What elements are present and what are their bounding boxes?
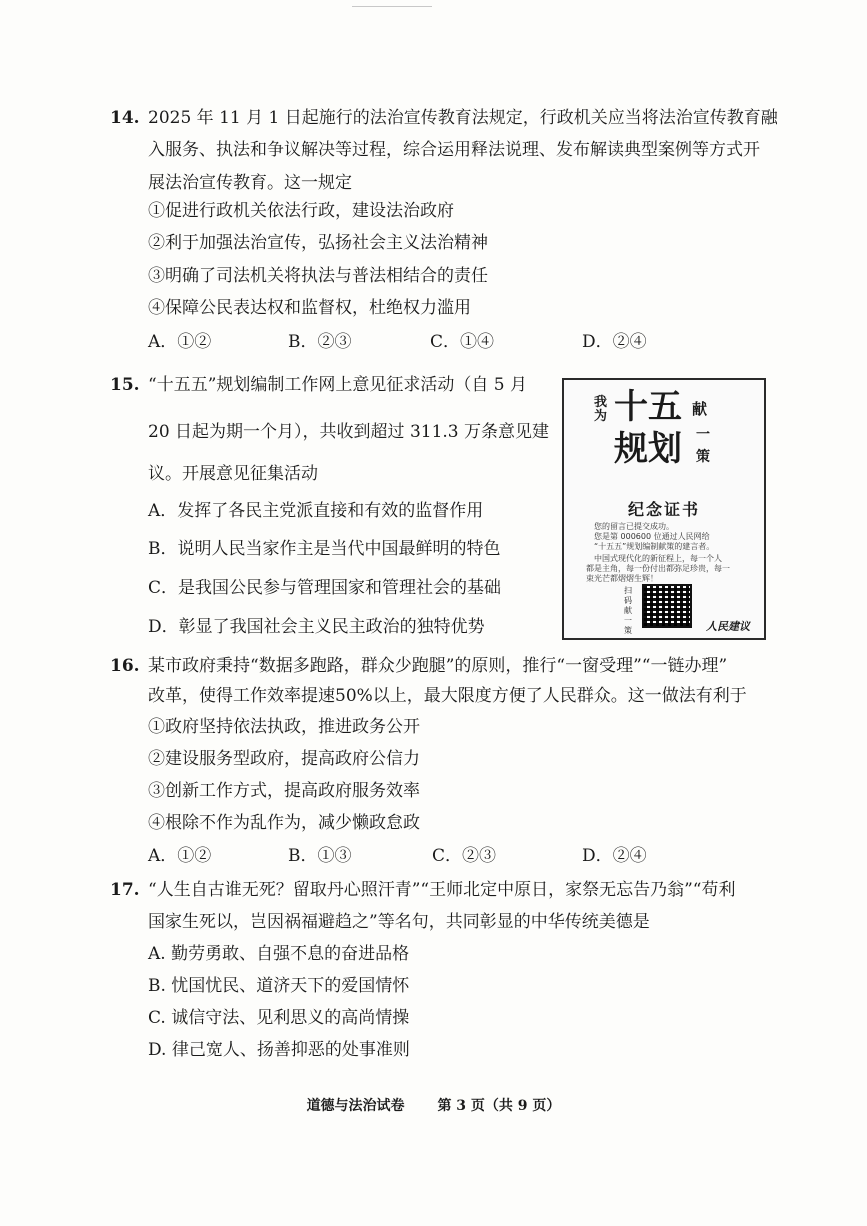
poster-headline-xian: 献 [692, 400, 708, 418]
question-14-option-b: B．②③ [288, 332, 352, 352]
question-16-item-1: ①政府坚持依法执政，推进政务公开 [148, 717, 420, 737]
question-15-stem-line-1: “十五五”规划编制工作网上意见征求活动（自 5 月 [148, 375, 528, 395]
question-15-option-c: C．是我国公民参与管理国家和管理社会的基础 [148, 578, 502, 598]
question-17-option-d: D. 律己宽人、扬善抑恶的处事准则 [148, 1040, 410, 1060]
question-16-stem-line-2: 改革，使得工作效率提速50%以上，最大限度方便了人民群众。这一做法有利于 [148, 686, 747, 706]
footer-subject: 道德与法治试卷 [306, 1098, 405, 1114]
question-14-item-3: ③明确了司法机关将执法与普法相结合的责任 [148, 266, 488, 286]
question-17-option-b: B. 忧国忧民、道济天下的爱国情怀 [148, 976, 410, 996]
question-14-item-4: ④保障公民表达权和监督权，杜绝权力滥用 [148, 298, 471, 318]
question-14-item-1: ①促进行政机关依法行政，建设法治政府 [148, 201, 454, 221]
poster-headline-guihua: 规划 [614, 429, 682, 469]
question-16-option-c: C．②③ [432, 846, 497, 866]
question-15-stem-line-3: 议。开展意见征集活动 [148, 464, 318, 484]
question-14-option-a: A．①② [148, 332, 212, 352]
question-14-number: 14. [110, 108, 140, 128]
question-15-option-b: B．说明人民当家作主是当代中国最鲜明的特色 [148, 539, 501, 559]
question-15-option-d: D．彰显了我国社会主义民主政治的独特优势 [148, 617, 485, 637]
question-16-item-3: ③创新工作方式，提高政府服务效率 [148, 781, 420, 801]
question-16-option-a: A．①② [148, 846, 212, 866]
question-17-option-c: C. 诚信守法、见利思义的高尚情操 [148, 1008, 410, 1028]
poster-text-line-2: 您是第 000600 位通过人民网给 [594, 532, 710, 541]
commemorative-certificate-image [562, 378, 766, 640]
poster-text-line-4: 中国式现代化的新征程上，每一个人 [594, 554, 722, 563]
question-16-stem-line-1: 某市政府秉持“数据多跑路，群众少跑腿”的原则，推行“一窗受理”“一链办理” [148, 656, 728, 676]
question-17-stem-line-2: 国家生死以，岂因祸福避趋之”等名句，共同彰显的中华传统美德是 [148, 912, 650, 932]
poster-text-line-3: “十五五”规划编制献策的建言者。 [594, 542, 715, 551]
page-footer [0, 1095, 867, 1115]
poster-brand-logo: 人民建议 [706, 620, 750, 633]
poster-vertical-scan-text: 扫码献一策 [624, 586, 632, 635]
question-16-item-4: ④根除不作为乱作为，减少懒政怠政 [148, 813, 420, 833]
question-14-stem-line-1: 2025 年 11 月 1 日起施行的法治宣传教育法规定，行政机关应当将法治宣传教育融 [148, 108, 778, 128]
question-14-stem-line-2: 入服务、执法和争议解决等过程，综合运用释法说理、发布解读典型案例等方式开 [148, 140, 760, 160]
poster-headline-yice: 一策 [696, 427, 710, 465]
question-16-number: 16. [110, 656, 140, 676]
question-16-option-d: D．②④ [582, 846, 647, 866]
poster-text-line-6: 束光芒都熠熠生辉！ [586, 574, 658, 583]
question-14-item-2: ②利于加强法治宣传，弘扬社会主义法治精神 [148, 233, 488, 253]
question-14-option-d: D．②④ [582, 332, 647, 352]
qr-code-icon [642, 584, 692, 628]
poster-headline-wo-wei: 我为 [594, 395, 608, 424]
question-16-item-2: ②建设服务型政府，提高政府公信力 [148, 749, 420, 769]
question-17-number: 17. [110, 880, 140, 900]
question-15-number: 15. [110, 375, 140, 395]
poster-text-line-5: 都是主角，每一份付出都弥足珍贵，每一 [586, 564, 730, 573]
question-14-stem-line-3: 展法治宣传教育。这一规定 [148, 173, 352, 193]
question-17-stem-line-1: “人生自古谁无死？留取丹心照汗青”“王师北定中原日，家祭无忘告乃翁”“苟利 [148, 880, 736, 900]
question-15-option-a: A．发挥了各民主党派直接和有效的监督作用 [148, 501, 484, 521]
poster-certificate-title: 纪念证书 [627, 500, 700, 519]
footer-page-number: 第 3 页（共 9 页） [437, 1098, 561, 1114]
question-14-option-c: C．①④ [430, 332, 495, 352]
question-17-option-a: A. 勤劳勇敢、自强不息的奋进品格 [148, 944, 410, 964]
question-16-option-b: B．①③ [288, 846, 352, 866]
poster-headline-shiwu: 十五 [614, 387, 682, 427]
poster-text-line-1: 您的留言已提交成功。 [594, 522, 674, 531]
top-margin-mark [352, 0, 432, 7]
question-15-stem-line-2: 20 日起为期一个月），共收到超过 311.3 万条意见建 [148, 422, 550, 442]
